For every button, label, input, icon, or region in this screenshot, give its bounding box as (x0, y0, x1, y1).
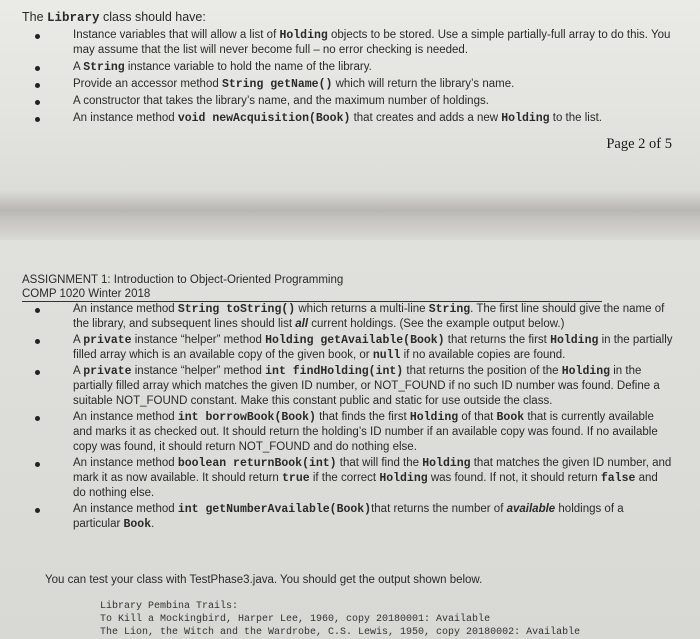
bullet-icon (35, 339, 40, 344)
bullet-icon (35, 34, 40, 39)
code-text: private (83, 365, 132, 378)
item-text: current holdings. (See the example output below.) (308, 318, 565, 330)
item-text: instance “helper” method (131, 365, 266, 377)
output-line: To Kill a Mockingbird, Harper Lee, 1960, copy 20180001: Available (100, 614, 491, 625)
item-text: holdings of a particular (73, 503, 624, 530)
item-text: A (73, 334, 84, 346)
item-text: Instance variables that will allow a list of (73, 29, 280, 41)
item-text: that creates and adds a new (350, 112, 502, 124)
item-text: instance variable to hold the name of the library. (124, 61, 372, 73)
item-text: objects to be stored. Use a simple partially-full array to do this. You may assume that the list will never become full – no error checking is needed. (73, 29, 671, 56)
code-text: Holding (422, 457, 471, 470)
item-text: instance “helper” method (131, 334, 266, 346)
page-gap (0, 190, 700, 240)
list-item (73, 456, 673, 501)
requirements-list-page-2 (73, 302, 673, 533)
item-text: that returns the number of (371, 503, 507, 515)
code-text: Book (496, 411, 525, 424)
item-text: An instance method (73, 411, 178, 423)
item-text: An instance method (73, 503, 178, 515)
requirements-list-page-1 (73, 28, 688, 128)
item-text: . The first line should give the name of the library, and subsequent lines should list (73, 303, 665, 330)
code-text: int getNumberAvailable(Book) (177, 503, 372, 516)
test-instruction: You can test your class with TestPhase3.java. You should get the output shown below. (45, 574, 483, 586)
bullet-icon (35, 370, 40, 375)
list-item (73, 364, 673, 409)
intro-text-end: class should have: (99, 10, 206, 24)
list-item (73, 94, 688, 109)
list-item (73, 302, 673, 332)
list-item (73, 502, 673, 532)
list-item (73, 28, 688, 58)
item-text: that finds the first (315, 411, 410, 423)
bullet-icon (35, 117, 40, 122)
item-text: A (73, 61, 84, 73)
code-text: void newAcquisition(Book) (177, 112, 351, 125)
code-text: Holding (561, 365, 611, 378)
list-item (73, 111, 688, 126)
bullet-icon (35, 100, 40, 105)
item-text: in the partially filled array which is an available copy of the given book, or (73, 334, 673, 361)
output-line: The Lion, the Witch and the Wardrobe, C.S. Lewis, 1950, copy 20180002: Available (100, 627, 581, 638)
code-text: null (372, 349, 401, 362)
code-text: Holding (379, 472, 428, 485)
item-text: and do nothing else. (73, 472, 658, 499)
code-text: String getName() (221, 78, 333, 91)
code-text: String toString() (177, 303, 296, 316)
bullet-icon (35, 462, 40, 467)
code-text: Holding getAvailable(Book) (265, 334, 445, 347)
item-text: of that (458, 411, 497, 423)
emphasis-text: available (506, 503, 556, 515)
item-text: if no available copies are found. (400, 349, 566, 361)
list-item (73, 60, 688, 75)
item-text: A constructor that takes the library’s name, and the maximum number of holdings. (73, 95, 489, 107)
item-text: that will find the (336, 457, 423, 469)
item-text: which will return the library’s name. (332, 78, 515, 90)
course-term: COMP 1020 Winter 2018 (22, 287, 602, 302)
item-text: Provide an accessor method (73, 78, 222, 90)
code-text: boolean returnBook(int) (177, 457, 337, 470)
item-text: that matches the given ID number, and mark it as now available. It should return (73, 457, 672, 484)
item-text: An instance method (73, 457, 178, 469)
bullet-icon (35, 66, 40, 71)
document-page-1 (0, 0, 700, 190)
code-text: String (83, 61, 125, 74)
code-text: int findHolding(int) (265, 365, 404, 378)
code-text: int borrowBook(Book) (177, 411, 316, 424)
code-text: true (282, 472, 310, 485)
code-text: String (428, 303, 471, 316)
intro-text: The (22, 10, 48, 24)
code-text: Holding (279, 29, 328, 42)
item-text: An instance method (73, 303, 178, 315)
item-text: . (151, 518, 155, 530)
page-header (22, 273, 602, 302)
bullet-icon (35, 508, 40, 513)
code-text: Holding (501, 112, 550, 125)
page-number: Page 2 of 5 (606, 136, 672, 152)
item-text: that returns the first (444, 334, 551, 346)
bullet-icon (35, 308, 40, 313)
item-text: An instance method (73, 112, 178, 124)
intro-line (22, 10, 206, 25)
item-text: which returns a multi-line (295, 303, 429, 315)
item-text: was found. If not, it should return (427, 472, 601, 484)
bullet-icon (35, 416, 40, 421)
assignment-title: ASSIGNMENT 1: Introduction to Object-Oriented Programming (22, 274, 344, 286)
code-text: false (600, 472, 636, 485)
emphasis-text: all (295, 318, 309, 330)
list-item (73, 410, 673, 455)
item-text: that returns the position of the (403, 365, 562, 377)
code-text: Holding (550, 334, 599, 347)
code-text: Book (123, 518, 152, 531)
item-text: to the list. (549, 112, 602, 124)
bullet-icon (35, 83, 40, 88)
item-text: if the correct (309, 472, 380, 484)
code-text: private (83, 334, 132, 347)
code-text: Holding (409, 411, 459, 424)
intro-code: Library (47, 11, 100, 25)
list-item (73, 77, 688, 92)
list-item (73, 333, 673, 363)
item-text: in the partially filled array which matches the given ID number, or NOT_FOUND if no such ID number was found. Define a suitable NOT_FOUND constant. Make this constant public and static for use outside the class. (73, 365, 660, 407)
item-text: A (73, 365, 84, 377)
sample-output (100, 600, 580, 639)
document-page-2 (0, 240, 700, 639)
item-text: that is currently available and marks it as checked out. It should return the holding’s ID number if an available copy was found. If no available copy was found, it should return NOT_FOUND and do nothing else. (73, 411, 658, 453)
output-line: Library Pembina Trails: (100, 601, 239, 612)
